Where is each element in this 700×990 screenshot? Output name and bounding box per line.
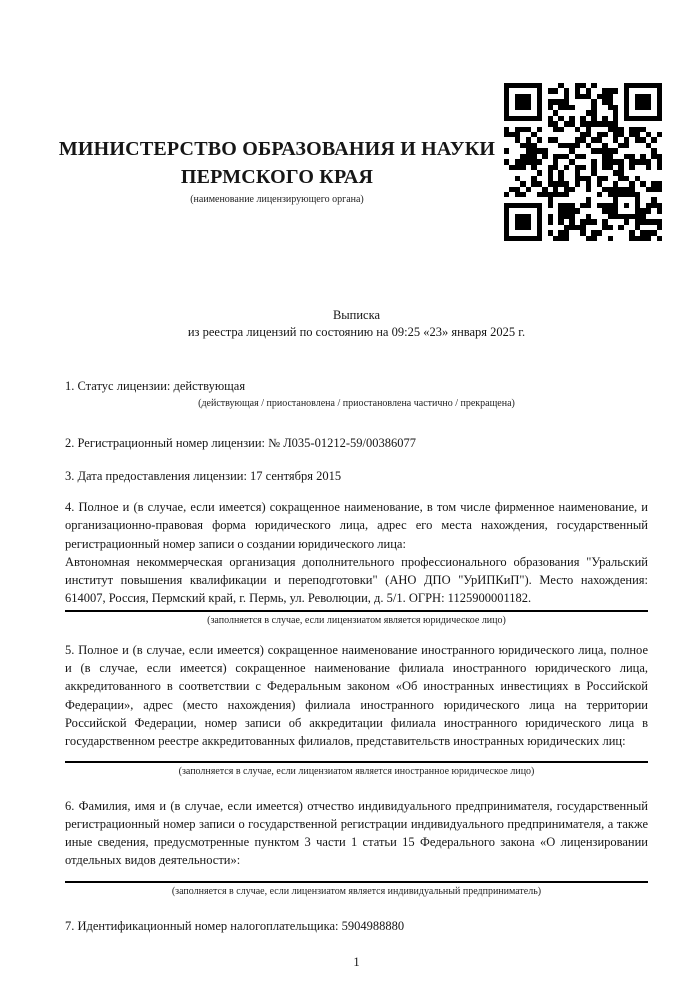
field-foreign-entity-caption: (заполняется в случае, если лицензиатом является иностранное юридическое лицо) [178,765,535,777]
field-individual-entrepreneur-caption: (заполняется в случае, если лицензиатом является индивидуальный предприниматель) [171,885,542,897]
document-header [0,83,700,241]
field-grant-date: 3. Дата предоставления лицензии: 17 сентября 2015 [65,469,342,483]
licensing-authority-name [50,135,504,191]
licensing-authority-caption: (наименование лицензирующего органа) [190,194,364,205]
field-license-status-caption: (действующая / приостановлена / приостановлена частично / прекращена) [198,398,515,409]
field-foreign-entity-statement: 5. Полное и (в случае, если имеется) сокращенное наименование иностранного юридического лица, полное и (в случае, если имеется) сокращенное наименование филиала иностранного юридического лица, аккредитованного в соответствии с Федеральным законом «Об иностранных инвестициях в Российской Федерации», адрес (место нахождения) филиала иностранного юридического лица на территории Российской Федерации, номер записи об аккредитации филиала иностранного юридического лица в государственном реестре аккредитованных филиалов, представительств иностранных юридических лиц: [65,642,648,749]
field-legal-entity-statement: 4. Полное и (в случае, если имеется) сокращенное наименование, в том числе фирменное наименование, и организационно-правовая форма юридического лица, адрес его места нахождения, государственный регистрационный номер записи о создании юридического лица: [65,500,648,551]
field-individual-entrepreneur [65,797,648,870]
field-registration-number: 2. Регистрационный номер лицензии: № Л035-01212-59/00386077 [65,436,416,450]
field-taxpayer-number: 7. Идентификационный номер налогоплательщика: 5904988880 [65,918,405,933]
field-license-status: 1. Статус лицензии: действующая [65,379,246,393]
field-individual-entrepreneur-statement: 6. Фамилия, имя и (в случае, если имеется) отчество индивидуального предпринимателя, государственный регистрационный номер записи о государственной регистрации индивидуального предпринимателя, а также иные сведения, предусмотренные пунктом 3 части 1 статьи 15 Федерального закона «О лицензировании отдельных видов деятельности»: [65,798,648,868]
licensing-authority-block [50,83,504,205]
field-legal-entity-caption: (заполняется в случае, если лицензиатом является юридическое лицо) [207,614,506,626]
licensing-authority-name-line1: МИНИСТЕРСТВО ОБРАЗОВАНИЯ И НАУКИ [58,138,496,160]
field-legal-entity-value: Автономная некоммерческая организация дополнительного профессионального образования "Уральский институт повышения квалификации и переподготовки" (АНО ДПО "УрИПКиП"). Место нахождения: 614007, Россия, Пермский край, г. Пермь, ул. Революции, д. 5/1. ОГРН: 1125900001182. [65,554,648,606]
field-legal-entity-rule [65,610,648,612]
document-title [65,307,648,341]
document-title-line2: из реестра лицензий по состоянию на 09:25 «23» января 2025 г. [187,325,526,339]
licensing-authority-name-line2: ПЕРМСКОГО КРАЯ [180,166,374,188]
document-title-line1: Выписка [332,308,381,322]
field-foreign-entity-rule [65,761,648,763]
document-body [65,307,648,970]
page-number: 1 [353,954,360,969]
field-foreign-entity [65,641,648,751]
qr-code-icon [504,83,662,241]
field-individual-entrepreneur-rule [65,881,648,883]
field-legal-entity [65,498,648,608]
